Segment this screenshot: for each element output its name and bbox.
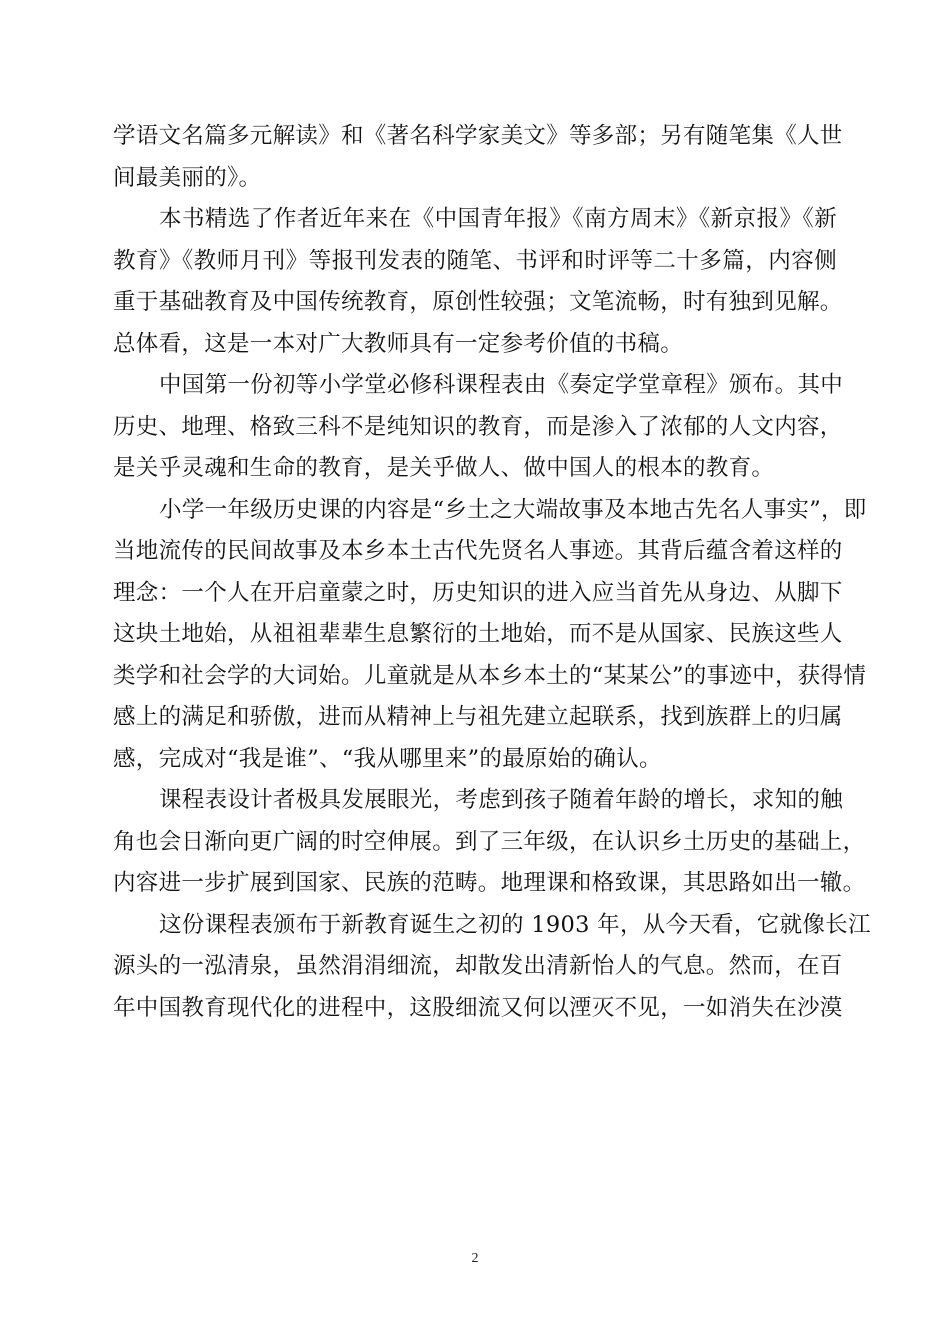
paragraph xyxy=(113,199,843,365)
text-line: 历史、地理、格致三科不是纯知识的教育，而是渗入了浓郁的人文内容， xyxy=(113,413,843,440)
paragraph xyxy=(113,365,844,490)
text-line: 是关乎灵魂和生命的教育，是关乎做人、做中国人的根本的教育。 xyxy=(113,455,775,481)
text-line: 间最美丽的》。 xyxy=(113,164,262,191)
text-line: 总体看，这是一本对广大教师具有一定参考价值的书稿。 xyxy=(113,330,684,357)
paragraph xyxy=(113,905,871,1030)
text-line: 年中国教育现代化的进程中，这股细流又何以湮灭不见，一如消失在沙漠 xyxy=(113,994,843,1021)
text-line: 教育》《教师月刊》等报刊发表的随笔、书评和时评等二十多篇，内容侧 xyxy=(113,247,837,274)
text-line: 学语文名篇多元解读》和《著名科学家美文》等多部；另有随笔集《人世 xyxy=(113,123,843,149)
text-line: 本书精选了作者近年来在《中国青年报》《南方周末》《新京报》《新 xyxy=(159,206,837,232)
paragraph xyxy=(113,116,843,199)
text-line: 感，完成对“我是谁”、“我从哪里来”的最原始的确认。 xyxy=(113,745,662,772)
text-line: 角也会日渐向更广阔的时空伸展。到了三年级，在认识乡土历史的基础上， xyxy=(113,828,866,855)
body-text xyxy=(113,116,871,1029)
text-line: 这份课程表颁布于新教育诞生之初的 1903 年，从今天看，它就像长江 xyxy=(159,911,871,938)
text-line: 小学一年级历史课的内容是“乡土之大端故事及本地古先名人事实”，即 xyxy=(159,496,867,523)
text-line: 内容进一步扩展到国家、民族的范畴。地理课和格致课，其思路如出一辙。 xyxy=(113,870,866,896)
page-number: 2 xyxy=(471,1251,479,1266)
text-line: 重于基础教育及中国传统教育，原创性较强；文笔流畅，时有独到见解。 xyxy=(113,289,843,315)
text-line: 中国第一份初等小学堂必修科课程表由《奏定学堂章程》颁布。其中 xyxy=(159,372,844,398)
text-line: 感上的满足和骄傲，进而从精神上与祖先建立起联系，找到族群上的归属 xyxy=(113,704,843,730)
text-line: 理念：一个人在开启童蒙之时，历史知识的进入应当首先从身边、从脚下 xyxy=(113,579,843,606)
text-line: 当地流传的民间故事及本乡本土古代先贤名人事迹。其背后蕴含着这样的 xyxy=(113,538,843,564)
text-line: 这块土地始，从祖祖辈辈生息繁衍的土地始，而不是从国家、民族这些人 xyxy=(113,621,843,647)
paragraph xyxy=(113,780,866,905)
text-line: 源头的一泓清泉，虽然涓涓细流，却散发出清新怡人的气息。然而，在百 xyxy=(113,953,843,979)
text-line: 类学和社会学的大词始。儿童就是从本乡本土的“某某公”的事迹中，获得情 xyxy=(113,662,867,689)
paragraph xyxy=(113,490,867,781)
text-line: 课程表设计者极具发展眼光，考虑到孩子随着年龄的增长，求知的触 xyxy=(159,787,844,813)
